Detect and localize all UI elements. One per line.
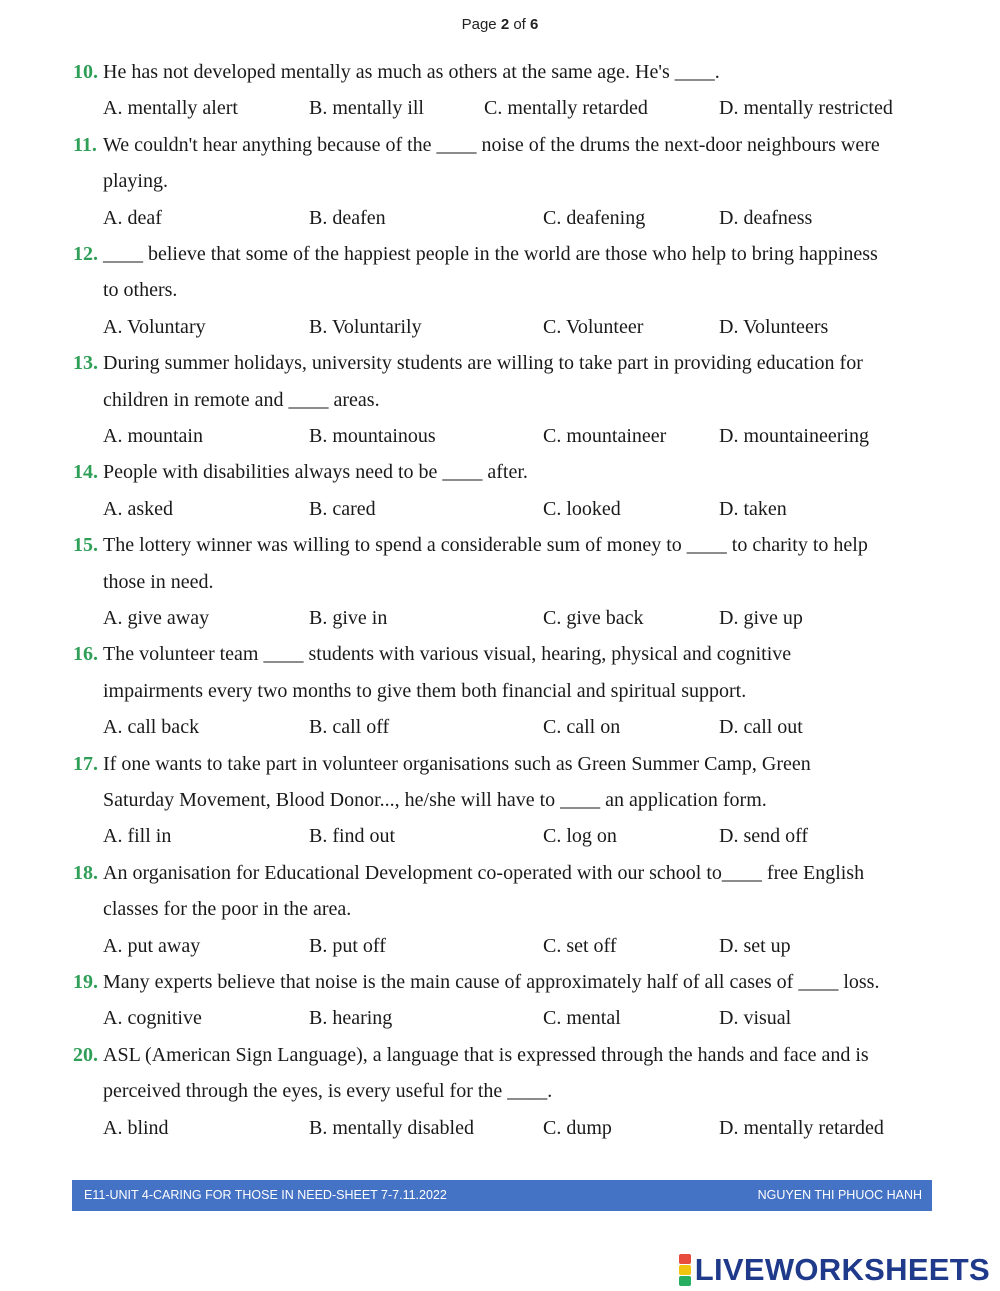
liveworksheets-logo (679, 1250, 990, 1290)
answer-options (73, 491, 935, 527)
answer-option-b: B. hearing (309, 1007, 393, 1030)
answer-option-c: C. mountaineer (543, 425, 667, 448)
question-number: 13. (73, 352, 98, 375)
question-number: 19. (73, 971, 98, 994)
page-label: Page (461, 16, 497, 33)
question-text: Many experts believe that noise is the main cause of approximately half of all cases of ____ loss. (103, 971, 880, 994)
question-item (73, 636, 935, 745)
answer-option-c: C. log on (543, 825, 617, 848)
question-text: During summer holidays, university students are willing to take part in providing education for (103, 352, 863, 375)
question-item (73, 964, 935, 1037)
question-text-line (73, 673, 935, 709)
answer-option-b: B. put off (309, 934, 386, 957)
question-text: The volunteer team ____ students with various visual, hearing, physical and cognitive (103, 643, 792, 666)
answer-options (73, 928, 935, 964)
answer-option-a: A. asked (103, 497, 173, 520)
answer-option-c: C. mental (543, 1007, 621, 1030)
question-text-line (73, 1037, 935, 1073)
answer-options (73, 709, 935, 745)
question-text: those in need. (103, 570, 214, 593)
answer-option-a: A. cognitive (103, 1007, 202, 1030)
logo-blocks-icon (679, 1254, 691, 1286)
answer-option-d: D. set up (719, 934, 791, 957)
answer-option-d: D. call out (719, 716, 803, 739)
question-number: 14. (73, 461, 98, 484)
answer-option-c: C. give back (543, 607, 644, 630)
answer-option-d: D. deafness (719, 206, 813, 229)
question-text-line (73, 891, 935, 927)
answer-option-c: C. Volunteer (543, 315, 644, 338)
answer-options (73, 200, 935, 236)
answer-option-a: A. give away (103, 607, 210, 630)
question-item (73, 1037, 935, 1146)
answer-options (73, 600, 935, 636)
answer-option-d: D. visual (719, 1007, 792, 1030)
question-text-line (73, 782, 935, 818)
question-text: We couldn't hear anything because of the ____ noise of the drums the next-door neighbours were (103, 133, 880, 156)
answer-option-c: C. dump (543, 1116, 612, 1139)
answer-options (73, 90, 935, 126)
answer-options (73, 418, 935, 454)
answer-option-b: B. deafen (309, 206, 386, 229)
answer-option-d: D. taken (719, 497, 787, 520)
question-text-line (73, 527, 935, 563)
question-text: He has not developed mentally as much as others at the same age. He's ____. (103, 61, 720, 83)
current-page: 2 (500, 16, 510, 33)
question-text-line (73, 382, 935, 418)
question-text: children in remote and ____ areas. (103, 388, 380, 411)
answer-option-c: C. set off (543, 934, 617, 957)
footer-sheet-title: E11-UNIT 4-CARING FOR THOSE IN NEED-SHEET 7-7.11.2022 (84, 1188, 447, 1202)
question-number: 17. (73, 752, 98, 775)
answer-option-c: C. call on (543, 716, 621, 739)
question-item (73, 236, 935, 345)
answer-options (73, 818, 935, 854)
logo-block (679, 1276, 691, 1286)
answer-option-d: D. mountaineering (719, 425, 869, 448)
answer-option-a: A. put away (103, 934, 201, 957)
question-text-line (73, 746, 935, 782)
question-item (73, 746, 935, 855)
logo-block (679, 1265, 691, 1275)
question-text: Saturday Movement, Blood Donor..., he/she will have to ____ an application form. (103, 789, 767, 812)
answer-option-c: C. deafening (543, 206, 646, 229)
answer-option-b: B. Voluntarily (309, 315, 422, 338)
question-number: 20. (73, 1043, 98, 1066)
question-text-line (73, 636, 935, 672)
question-number: 12. (73, 243, 98, 265)
answer-option-d: D. send off (719, 825, 809, 848)
answer-option-d: D. Volunteers (719, 315, 829, 338)
question-item (73, 345, 935, 454)
question-text-line (73, 345, 935, 381)
question-item (73, 527, 935, 636)
question-text-line (73, 236, 935, 272)
question-text-line (73, 564, 935, 600)
answer-option-d: D. give up (719, 607, 803, 630)
answer-option-c: C. looked (543, 497, 621, 520)
answer-option-a: A. deaf (103, 206, 162, 229)
answer-option-b: B. mentally ill (309, 97, 424, 120)
question-text: People with disabilities always need to be ____ after. (103, 461, 528, 484)
question-text: ASL (American Sign Language), a language that is expressed through the hands and face and is (103, 1043, 869, 1066)
answer-option-d: D. mentally retarded (719, 1116, 884, 1139)
answer-option-b: B. mountainous (309, 425, 436, 448)
logo-block (679, 1254, 691, 1264)
answer-options (73, 309, 935, 345)
question-text-line (73, 454, 935, 490)
question-item (73, 127, 935, 236)
page-number (0, 16, 1000, 33)
question-number: 16. (73, 643, 98, 666)
question-item (73, 855, 935, 964)
question-text-line (73, 54, 935, 90)
answer-option-a: A. mentally alert (103, 97, 238, 120)
answer-option-a: A. blind (103, 1116, 169, 1139)
answer-option-b: B. mentally disabled (309, 1116, 474, 1139)
total-pages: 6 (530, 16, 539, 33)
answer-options (73, 1000, 935, 1036)
question-text-line (73, 1073, 935, 1109)
answer-option-a: A. call back (103, 716, 200, 739)
question-text-line (73, 855, 935, 891)
question-text: An organisation for Educational Development co-operated with our school to____ free English (103, 861, 865, 884)
footer-author: NGUYEN THI PHUOC HANH (757, 1188, 922, 1202)
question-number: 10. (73, 61, 98, 83)
question-text-line (73, 272, 935, 308)
answer-option-a: A. Voluntary (103, 315, 206, 338)
question-text: perceived through the eyes, is every useful for the ____. (103, 1080, 553, 1103)
question-item (73, 454, 935, 527)
question-text: ____ believe that some of the happiest people in the world are those who help to bring happiness (103, 243, 878, 265)
question-text: impairments every two months to give them both financial and spiritual support. (103, 679, 747, 702)
answer-options (73, 1110, 935, 1146)
question-number: 11. (73, 133, 97, 156)
question-item (73, 54, 935, 127)
question-text: to others. (103, 279, 178, 302)
question-text-line (73, 163, 935, 199)
question-list (73, 54, 935, 1146)
answer-option-a: A. mountain (103, 425, 203, 448)
answer-option-d: D. mentally restricted (719, 97, 893, 120)
footer-bar (72, 1180, 932, 1211)
question-text: The lottery winner was willing to spend a considerable sum of money to ____ to charity to help (103, 534, 868, 557)
answer-option-a: A. fill in (103, 825, 172, 848)
question-text: If one wants to take part in volunteer organisations such as Green Summer Camp, Green (103, 752, 811, 775)
answer-option-b: B. cared (309, 497, 376, 520)
question-text-line (73, 127, 935, 163)
question-number: 15. (73, 534, 98, 557)
logo-text: LIVEWORKSHEETS (694, 1252, 990, 1287)
page-of: of (513, 16, 526, 33)
answer-option-b: B. give in (309, 607, 388, 630)
answer-option-b: B. find out (309, 825, 396, 848)
answer-option-c: C. mentally retarded (484, 97, 648, 120)
question-text-line (73, 964, 935, 1000)
question-number: 18. (73, 861, 98, 884)
question-text: playing. (103, 170, 168, 193)
question-text: classes for the poor in the area. (103, 898, 352, 921)
answer-option-b: B. call off (309, 716, 390, 739)
